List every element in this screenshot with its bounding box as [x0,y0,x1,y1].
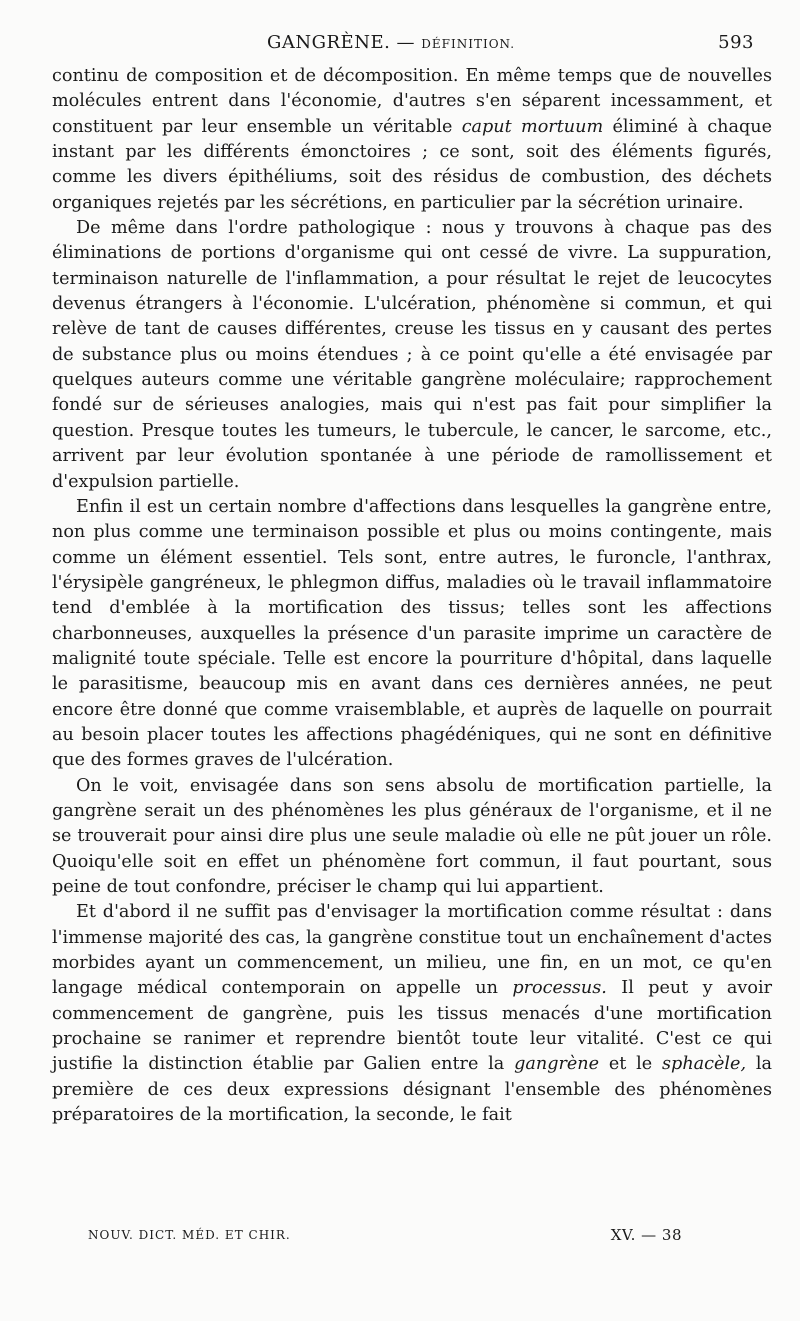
paragraph [52,64,772,216]
paragraph [52,774,772,901]
text-run: Il peut y avoir commencement de gangrène, puis les tissus menacés d'une mortification prochaine se ranimer et reprendre bientôt toute leur vitalité. C'est ce qui justifie la distinction établie par Galien entre la [52,978,772,1075]
text-run: éliminé à chaque instant par les différents émonctoires ; ce sont, soit des éléments figurés, comme les divers épithéliums, soit des résidus de combustion, des déchets organiques rejetés par les sécrétions, en particulier par la sécrétion urinaire. [52,116,773,213]
text-run: Et d'abord il ne suffit pas d'envisager la mortification comme résultat : dans l'immense majorité des cas, la gangrène constitue tout un enchaînement d'actes morbides ayant un commencement, un milieu, une fin, en un mot, ce qu'en langage médical contemporain on appelle un [52,902,772,999]
text-run: la première de ces deux expressions désignant l'ensemble des phénomènes préparatoires de la mortification, la seconde, le fait [52,1054,772,1126]
page-number: 593 [718,32,754,53]
italic-text: gangrène [514,1054,600,1075]
header-title-group [267,32,515,53]
body-text [52,64,772,1128]
header-section: DÉFINITION. [421,37,516,51]
footer-signature: XV. — 38 [610,1226,682,1244]
text-run: continu de composition et de décomposition. En même temps que de nouvelles molécules entrent dans l'économie, d'autres s'en séparent incessamment, et constituent par leur ensemble un véritable [52,66,772,137]
italic-text: caput mortuum [461,116,604,137]
text-run: Enfin il est un certain nombre d'affections dans lesquelles la gangrène entre, non plus comme une terminaison possible et plus ou moins contingente, mais comme un élément essentiel. Tels sont, entre autres, le furoncle, l'anthrax, l'érysipèle gangréneux, le phlegmon diffus, maladies où le travail inflammatoire tend d'emblée à la mortification des tissus; telles sont les affections charbonneuses, auxquelles la présence d'un parasite imprime un caractère de malignité toute spéciale. Telle est encore la pourriture d'hôpital, dans laquelle le parasitisme, beaucoup mis en avant dans ces dernières années, ne peut encore être donné que comme vraisemblable, et auprès de laquelle on pourrait au besoin placer toutes les affections phagédéniques, qui ne sont en définitive que des formes graves de l'ulcération. [52,496,772,771]
italic-text: processus. [512,978,607,999]
paragraph [52,900,772,1128]
header-separator: — [390,32,422,53]
paragraph [52,495,772,774]
text-run: et le [599,1054,663,1075]
footer-publication: NOUV. DICT. MÉD. ET CHIR. [88,1228,291,1242]
header-title: GANGRÈNE. [267,32,391,53]
italic-text: sphacèle, [662,1054,747,1075]
text-run: De même dans l'ordre pathologique : nous y trouvons à chaque pas des éliminations de portions d'organisme qui ont cessé de vivre. La suppuration, terminaison naturelle de l'inflammation, a pour résultat le rejet de leucocytes devenus étrangers à l'économie. L'ulcération, phénomène si commun, et qui relève de tant de causes différentes, creuse les tissus en y causant des pertes de substance plus ou moins étendues ; à ce point qu'elle a été envisagée par quelques auteurs comme une véritable gangrène moléculaire; rapprochement fondé sur de sérieuses analogies, mais qui n'est pas fait pour simplifier la question. Presque toutes les tumeurs, le tubercule, le cancer, le sarcome, etc., arrivent par leur évolution spontanée à une période de ramollissement et d'expulsion partielle. [52,218,772,492]
running-header [52,32,772,60]
paragraph [52,216,772,495]
text-run: On le voit, envisagée dans son sens absolu de mortification partielle, la gangrène serait un des phénomènes les plus généraux de l'organisme, et il ne se trouverait pour ainsi dire plus une seule maladie où elle ne pût jouer un rôle. Quoiqu'elle soit en effet un phénomène fort commun, il faut pourtant, sous peine de tout confondre, préciser le champ qui lui appartient. [52,775,772,897]
